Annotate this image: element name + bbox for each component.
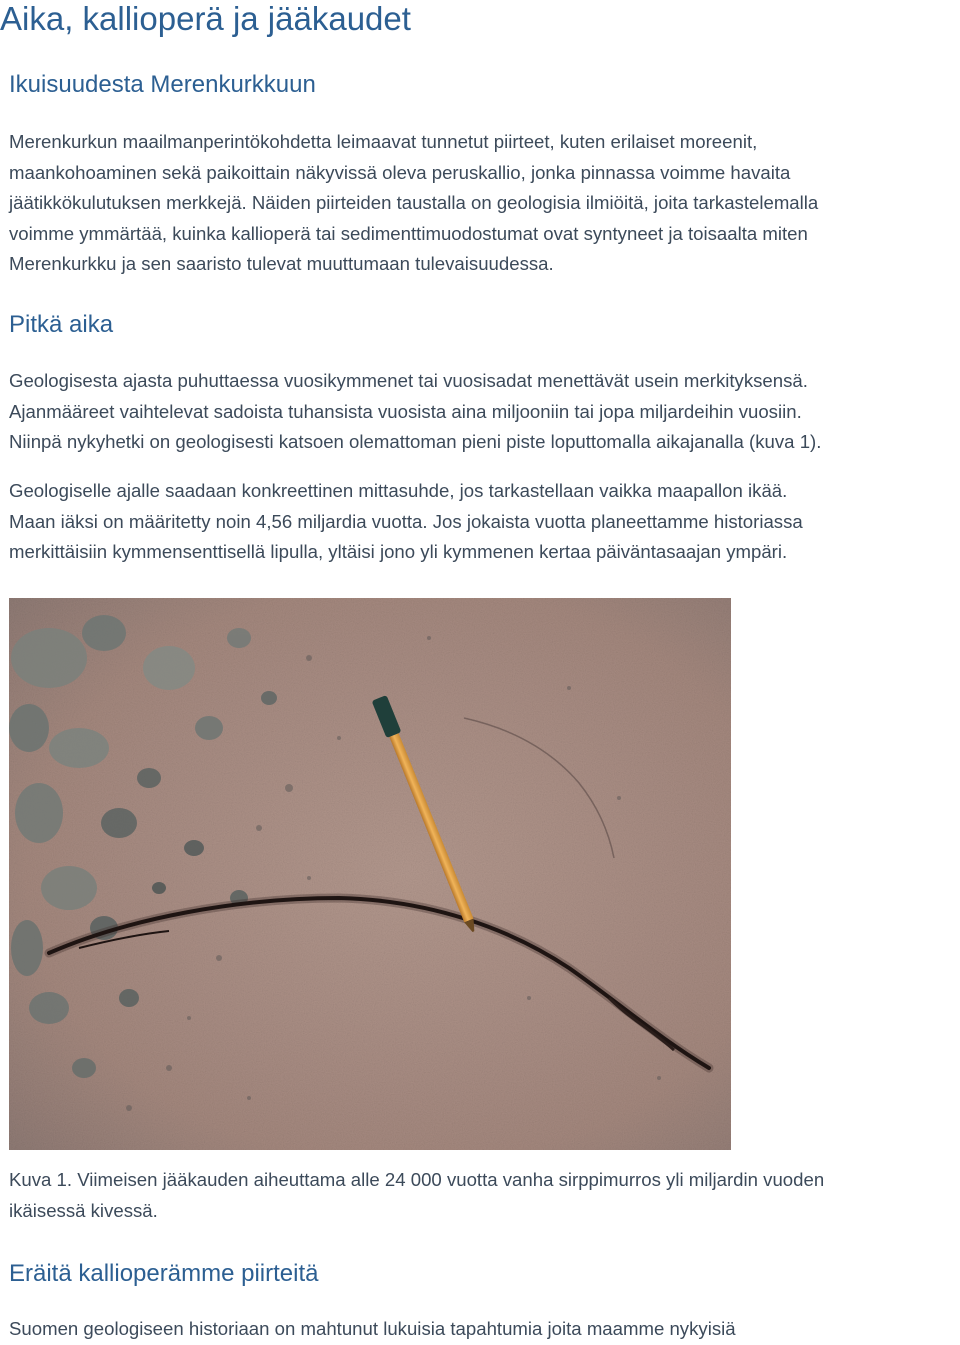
section-heading-ikuisuudesta: Ikuisuudesta Merenkurkkuun [9, 71, 316, 98]
earth-age-paragraph [9, 476, 959, 568]
page-title: Aika, kallioperä ja jääkaudet [0, 0, 411, 37]
rock-surface [9, 598, 731, 1150]
intro-paragraph [9, 127, 959, 280]
caption-line: Kuva 1. Viimeisen jääkauden aiheuttama alle 24 000 vuotta vanha sirppimurros yli miljardin vuoden [9, 1169, 825, 1190]
paragraph-line: Geologiselle ajalle saadaan konkreettinen mittasuhde, jos tarkastellaan vaikka maapallon ikää. [9, 480, 788, 501]
geologic-time-paragraph [9, 366, 959, 458]
paragraph-line: Maan iäksi on määritetty noin 4,56 miljardia vuotta. Jos jokaista vuotta planeettamme historiassa [9, 510, 803, 532]
paragraph-line: Ajanmääreet vaihtelevat sadoista tuhansista vuosista aina miljooniin tai jopa miljardeihin vuosiin. [9, 400, 802, 422]
paragraph-line: maankohoaminen sekä paikoittain näkyvissä oleva peruskallio, jonka pinnassa voimme havaita [9, 161, 791, 183]
rock-photo-illustration [9, 598, 731, 1150]
paragraph-line: merkittäisiin kymmensenttisellä lipulla, yltäisi jono yli kymmenen kertaa päiväntasaajan ympäri. [9, 541, 788, 562]
paragraph-line: Geologisesta ajasta puhuttaessa vuosikymmenet tai vuosisadat menettävät usein merkityksensä. [9, 370, 808, 391]
bedrock-features-paragraph [9, 1314, 959, 1345]
caption-line: ikäisessä kivessä. [9, 1199, 158, 1221]
figure-rock-crack-photo [9, 598, 731, 1150]
section-heading-pitka-aika: Pitkä aika [9, 311, 114, 338]
paragraph-line: Merenkurkun maailmanperintökohdetta leimaavat tunnetut piirteet, kuten erilaiset moreenit, [9, 131, 758, 152]
figure-caption [9, 1165, 960, 1226]
section-heading-piirteita: Eräitä kallioperämme piirteitä [9, 1260, 319, 1287]
paragraph-line: Suomen geologiseen historiaan on mahtunut lukuisia tapahtumia joita maamme nykyisiä [9, 1318, 736, 1339]
paragraph-line: Niinpä nykyhetki on geologisesti katsoen olemattoman pieni piste loputtomalla aikajanalla (kuva 1). [9, 431, 822, 452]
paragraph-line: Merenkurkku ja sen saaristo tulevat muuttumaan tulevaisuudessa. [9, 253, 554, 274]
paragraph-line: voimme ymmärtää, kuinka kallioperä tai sedimenttimuodostumat ovat syntyneet ja toisaalta miten [9, 222, 808, 244]
paragraph-line: jäätikkökulutuksen merkkejä. Näiden piirteiden taustalla on geologisia ilmiöitä, joita tarkastelemalla [9, 192, 819, 213]
